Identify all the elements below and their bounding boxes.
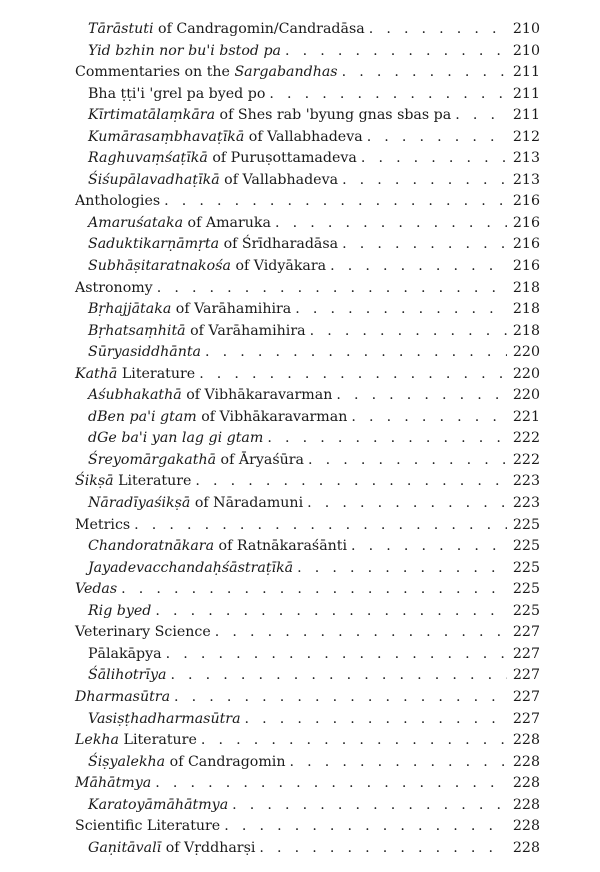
- page-number: 211: [512, 64, 540, 81]
- page-number: 213: [512, 171, 540, 188]
- toc-subentry: [0, 428, 600, 450]
- entry-title-text: of Candragomin/Candradāsa: [153, 21, 365, 37]
- dot-leader: [330, 256, 507, 278]
- page-number: 220: [512, 365, 540, 382]
- dot-leader: [174, 687, 507, 709]
- entry-title-italic: Jayadevacchandaḥśāstraṭīkā: [88, 559, 294, 576]
- entry-title: [88, 385, 336, 407]
- dot-leader: [308, 450, 507, 472]
- page-number: 223: [512, 473, 540, 490]
- entry-title-text: Bha ṭṭi'i 'grel pa byed po: [88, 85, 266, 102]
- dot-leader: [342, 170, 507, 192]
- dot-leader: [267, 428, 507, 450]
- dot-leader: [455, 105, 507, 127]
- page-number: 225: [512, 516, 540, 533]
- entry-title-italic: Gaṇitāvalī: [88, 839, 162, 856]
- page-number: 210: [512, 42, 540, 59]
- dot-leader: [336, 385, 507, 407]
- dot-leader: [166, 644, 507, 666]
- toc-subentry: [0, 709, 600, 731]
- entry-title: [88, 665, 170, 687]
- dot-leader: [351, 407, 507, 429]
- entry-title-italic: Raghuvaṃśaṭīkā: [88, 150, 208, 167]
- toc-section-entry: [0, 515, 600, 537]
- dot-leader: [342, 62, 507, 84]
- toc-section-entry: [0, 62, 600, 84]
- toc-section-entry: [0, 773, 600, 795]
- page-number: 218: [512, 301, 540, 318]
- entry-title: [88, 450, 308, 472]
- page-number: 227: [512, 710, 540, 727]
- dot-leader: [259, 838, 507, 860]
- dot-leader: [170, 665, 507, 687]
- entry-title-text: of Ratnākaraśānti: [214, 538, 348, 555]
- entry-title-text: of Āryaśūra: [216, 451, 305, 468]
- entry-title-italic: Śālihotrīya: [88, 667, 167, 684]
- entry-title-text: of Vṛddharṣi: [161, 839, 256, 856]
- page-number: 220: [512, 387, 540, 404]
- entry-title: [75, 730, 201, 752]
- entry-title-text: Astronomy: [75, 279, 153, 296]
- dot-leader: [121, 579, 507, 601]
- toc-subentry: [0, 752, 600, 774]
- entry-title: [88, 41, 285, 63]
- dot-leader: [199, 364, 507, 386]
- entry-title-text: Scientific Literature: [75, 818, 221, 835]
- entry-title-text: of Śrīdharadāsa: [219, 236, 339, 253]
- toc-subentry: [0, 536, 600, 558]
- toc-subentry: [0, 321, 600, 343]
- entry-title: [75, 816, 224, 838]
- page-number: 227: [512, 624, 540, 641]
- entry-title-text: of Amaruka: [183, 214, 271, 231]
- entry-title-italic: Kīrtimatālaṃkāra: [88, 107, 216, 124]
- entry-title: [75, 622, 215, 644]
- toc-section-entry: [0, 364, 600, 386]
- dot-leader: [164, 191, 507, 213]
- page-number: 213: [512, 150, 540, 167]
- entry-title-text: of Vibhākaravarman: [181, 387, 333, 404]
- page-number: 227: [512, 645, 540, 662]
- entry-title-text: Literature: [119, 732, 197, 749]
- entry-title-text: of Vallabhadeva: [219, 171, 339, 188]
- page-number: 225: [512, 538, 540, 555]
- entry-title: [88, 601, 155, 623]
- entry-title-italic: Sargabandhas: [234, 64, 338, 81]
- toc-section-entry: [0, 816, 600, 838]
- toc-section-entry: [0, 579, 600, 601]
- entry-title-italic: Dharmasūtra: [75, 688, 171, 705]
- dot-leader: [367, 127, 507, 149]
- entry-title-italic: Nāradīyaśikṣā: [88, 495, 191, 512]
- entry-title-italic: Rig byed: [88, 602, 152, 619]
- entry-title-text: of Vibhākaravarman: [196, 408, 348, 425]
- toc-subentry: [0, 342, 600, 364]
- toc-subentry: [0, 105, 600, 127]
- entry-title: [88, 127, 367, 149]
- entry-title-text: Veterinary Science: [75, 624, 211, 641]
- entry-title-italic: Śiśupālavadhaṭīkā: [88, 171, 220, 188]
- page-number: 212: [512, 128, 540, 145]
- dot-leader: [201, 730, 507, 752]
- dot-leader: [232, 795, 507, 817]
- toc-subentry: [0, 838, 600, 860]
- dot-leader: [224, 816, 507, 838]
- entry-title-italic: Māhātmya: [75, 775, 152, 792]
- entry-title: [75, 515, 134, 537]
- dot-leader: [310, 321, 507, 343]
- entry-title-text: of Varāhamihira: [171, 301, 292, 318]
- toc-subentry: [0, 665, 600, 687]
- page-number: 216: [512, 236, 540, 253]
- page-number: 225: [512, 559, 540, 576]
- entry-title: [88, 709, 245, 731]
- dot-leader: [295, 299, 507, 321]
- entry-title-italic: Saduktikarṇāmṛta: [88, 236, 220, 253]
- entry-title: [88, 407, 351, 429]
- toc-subentry: [0, 601, 600, 623]
- dot-leader: [215, 622, 507, 644]
- entry-title: [75, 191, 164, 213]
- entry-title: [88, 838, 259, 860]
- entry-title: [88, 558, 297, 580]
- entry-title: [88, 321, 310, 343]
- entry-title-text: of Puruṣottamadeva: [207, 150, 357, 167]
- entry-title-italic: Kumārasaṃbhavaṭīkā: [88, 128, 245, 145]
- page-number: 211: [512, 107, 540, 124]
- page-number: 228: [512, 796, 540, 813]
- entry-title: [88, 84, 269, 106]
- dot-leader: [307, 493, 507, 515]
- toc-subentry: [0, 407, 600, 429]
- entry-title: [88, 105, 455, 127]
- entry-title: [88, 493, 307, 515]
- dot-leader: [157, 278, 507, 300]
- dot-leader: [369, 19, 507, 41]
- toc-subentry: [0, 450, 600, 472]
- entry-title: [88, 428, 267, 450]
- toc-subentry: [0, 385, 600, 407]
- entry-title-italic: Bṛhajjātaka: [88, 301, 172, 318]
- entry-title-italic: Vasiṣṭhadharmasūtra: [88, 710, 241, 727]
- page-number: 227: [512, 688, 540, 705]
- table-of-contents: [0, 19, 600, 859]
- toc-subentry: [0, 127, 600, 149]
- dot-leader: [285, 41, 507, 63]
- page-number: 228: [512, 753, 540, 770]
- page-number: 218: [512, 322, 540, 339]
- dot-leader: [155, 773, 507, 795]
- entry-title: [88, 752, 289, 774]
- entry-title: [88, 170, 342, 192]
- entry-title: [75, 687, 174, 709]
- entry-title-italic: dGe ba'i yan lag gi gtam: [88, 430, 264, 447]
- entry-title-italic: Tārāstuti: [88, 21, 154, 37]
- toc-subentry: [0, 170, 600, 192]
- entry-title: [88, 256, 330, 278]
- dot-leader: [289, 752, 507, 774]
- page-number: 225: [512, 581, 540, 598]
- entry-title: [88, 299, 295, 321]
- entry-title: [75, 62, 342, 84]
- page-number: 216: [512, 193, 540, 210]
- entry-title-text: of Candragomin: [165, 753, 286, 770]
- entry-title: [75, 773, 155, 795]
- entry-title-text: of Varāhamihira: [185, 322, 306, 339]
- entry-title: [88, 234, 342, 256]
- entry-title: [88, 644, 166, 666]
- page-number: 211: [512, 85, 540, 102]
- entry-title-italic: Aśubhakathā: [88, 387, 182, 404]
- entry-title-text: Pālakāpya: [88, 645, 162, 662]
- entry-title-italic: Chandoratnākara: [88, 538, 215, 555]
- page-number: 222: [512, 430, 540, 447]
- dot-leader: [134, 515, 507, 537]
- entry-title: [75, 579, 121, 601]
- page-number: 227: [512, 667, 540, 684]
- entry-title: [75, 364, 199, 386]
- toc-subentry: [0, 795, 600, 817]
- toc-subentry: [0, 493, 600, 515]
- toc-subentry: [0, 84, 600, 106]
- page-number: 216: [512, 258, 540, 275]
- toc-section-entry: [0, 622, 600, 644]
- toc-subentry: [0, 558, 600, 580]
- entry-title-italic: Bṛhatsaṃhitā: [88, 322, 186, 339]
- entry-title-text: Literature: [117, 365, 196, 382]
- dot-leader: [275, 213, 507, 235]
- entry-title-italic: dBen pa'i gtam: [88, 408, 197, 425]
- dot-leader: [361, 148, 507, 170]
- dot-leader: [342, 234, 507, 256]
- entry-title-italic: Karatoyāmāhātmya: [88, 796, 229, 813]
- dot-leader: [195, 471, 507, 493]
- entry-title: [88, 213, 275, 235]
- entry-title-italic: Subhāṣitaratnakośa: [88, 258, 231, 275]
- entry-title-text: Anthologies: [75, 193, 161, 210]
- page-number: 221: [512, 408, 540, 425]
- entry-title-italic: Śreyomārgakathā: [88, 451, 217, 468]
- toc-subentry: [0, 644, 600, 666]
- entry-title-text: Literature: [113, 473, 192, 490]
- entry-title: [88, 536, 351, 558]
- entry-title-text: Metrics: [75, 516, 131, 533]
- dot-leader: [351, 536, 507, 558]
- page-number: 228: [512, 839, 540, 856]
- dot-leader: [245, 709, 507, 731]
- page-number: 223: [512, 495, 540, 512]
- entry-title-italic: Śiṣyalekha: [88, 753, 166, 770]
- entry-title: [88, 795, 232, 817]
- entry-title-italic: Yid bzhin nor bu'i bstod pa: [88, 42, 281, 59]
- entry-title-italic: Śikṣā: [75, 473, 114, 490]
- entry-title-text: Commentaries on the: [75, 64, 235, 81]
- entry-title-text: of Shes rab 'byung gnas sbas pa: [215, 107, 452, 124]
- page-number: 228: [512, 732, 540, 749]
- dot-leader: [155, 601, 507, 623]
- entry-title: [88, 342, 205, 364]
- dot-leader: [297, 558, 507, 580]
- entry-title: [75, 471, 195, 493]
- page-number: 228: [512, 818, 540, 835]
- entry-title-text: of Vidyākara: [230, 258, 327, 275]
- toc-section-entry: [0, 278, 600, 300]
- toc-subentry: [0, 213, 600, 235]
- dot-leader: [205, 342, 507, 364]
- page-number: 222: [512, 451, 540, 468]
- toc-subentry: [0, 299, 600, 321]
- page-number: 228: [512, 775, 540, 792]
- entry-title: [88, 19, 369, 41]
- toc-section-entry: [0, 687, 600, 709]
- entry-title-italic: Sūryasiddhānta: [88, 344, 201, 361]
- entry-title-text: of Vallabhadeva: [244, 128, 363, 145]
- entry-title-italic: Kathā: [75, 365, 118, 382]
- dot-leader: [269, 84, 507, 106]
- entry-title: [75, 278, 157, 300]
- toc-subentry: [0, 19, 600, 41]
- page-number: 210: [512, 21, 540, 37]
- entry-title-text: of Nāradamuni: [190, 495, 304, 512]
- toc-section-entry: [0, 730, 600, 752]
- entry-title-italic: Lekha: [75, 732, 120, 749]
- entry-title-italic: Vedas: [75, 581, 118, 598]
- page-number: 225: [512, 602, 540, 619]
- page-number: 220: [512, 344, 540, 361]
- toc-section-entry: [0, 471, 600, 493]
- toc-subentry: [0, 256, 600, 278]
- entry-title-italic: Amaruśataka: [88, 214, 184, 231]
- page-number: 218: [512, 279, 540, 296]
- toc-subentry: [0, 234, 600, 256]
- toc-section-entry: [0, 191, 600, 213]
- page-number: 216: [512, 214, 540, 231]
- toc-subentry: [0, 148, 600, 170]
- toc-subentry: [0, 41, 600, 63]
- entry-title: [88, 148, 361, 170]
